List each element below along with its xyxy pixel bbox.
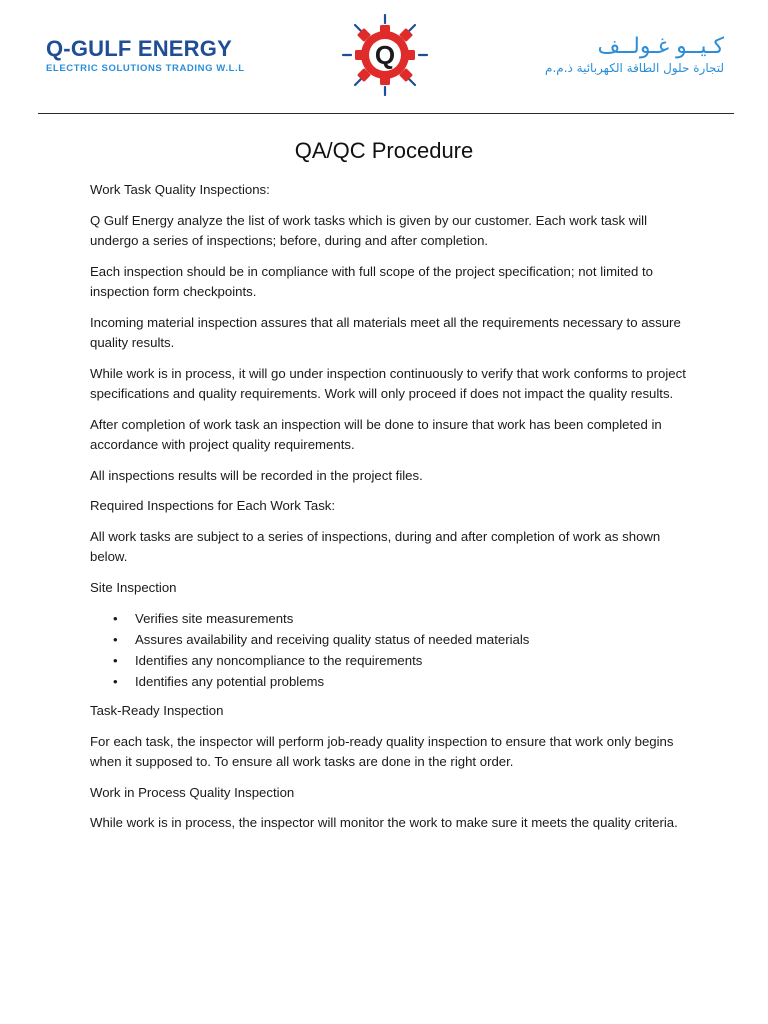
header-divider — [38, 113, 734, 114]
list-item-text: Identifies any noncompliance to the requirements — [135, 653, 423, 668]
list-item — [113, 671, 690, 692]
paragraph-task-ready: For each task, the inspector will perform job-ready quality inspection to ensure that work only begins when it supposed to. To ensure all work tasks are done in the right order. — [90, 733, 674, 769]
paragraph-heading-work-task: Work Task Quality Inspections: — [90, 182, 270, 197]
bullet-icon: • — [113, 653, 118, 668]
paragraph-series: All work tasks are subject to a series of inspections, during and after completion of work as shown below. — [90, 528, 661, 564]
company-name-arabic: كـيــو غـولــف — [597, 34, 724, 59]
paragraph-incoming-material: Incoming material inspection assures that all materials meet all the requirements necessary to assure quality results. — [90, 314, 681, 350]
bullet-icon: • — [113, 611, 118, 626]
company-name-arabic-block — [545, 34, 724, 76]
company-name-english-block — [46, 36, 245, 74]
list-item-text: Identifies any potential problems — [135, 674, 325, 689]
site-inspection-list — [90, 608, 690, 692]
section-heading-site-inspection: Site Inspection — [90, 579, 177, 595]
bullet-icon: • — [113, 674, 118, 689]
list-item-text: Verifies site measurements — [135, 611, 294, 626]
list-item-text: Assures availability and receiving quality status of needed materials — [135, 632, 530, 647]
document-title: QA/QC Procedure — [294, 138, 474, 163]
company-subtitle-arabic: لتجارة حلول الطاقة الكهربائية ذ.م.م — [545, 61, 724, 75]
paragraph-heading-required: Required Inspections for Each Work Task: — [90, 498, 336, 513]
paragraph-compliance: Each inspection should be in compliance with full scope of the project specification; not limited to inspection form checkpoints. — [90, 263, 653, 299]
section-heading-task-ready: Task-Ready Inspection — [90, 703, 224, 718]
paragraph-work-in-process: While work is in process, the inspector will monitor the work to make sure it meets the quality criteria. — [90, 815, 678, 830]
logo-letter: Q — [374, 40, 396, 70]
letterhead — [0, 0, 768, 114]
section-heading-work-in-process: Work in Process Quality Inspection — [90, 784, 295, 800]
bullet-icon: • — [113, 632, 118, 647]
list-item — [113, 608, 690, 629]
list-item — [113, 650, 690, 671]
list-item — [113, 629, 690, 650]
paragraph-intro: Q Gulf Energy analyze the list of work tasks which is given by our customer. Each work task will undergo a series of inspections; before, during and after completion. — [90, 212, 648, 248]
company-logo — [337, 12, 433, 98]
company-name: Q-GULF ENERGY — [46, 36, 232, 61]
document-body — [90, 180, 690, 844]
paragraph-in-process: While work is in process, it will go under inspection continuously to verify that work conforms to project specifications and quality requirements. Work will only proceed if does not impact the quality results. — [90, 365, 686, 401]
paragraph-completion: After completion of work task an inspection will be done to insure that work has been completed in accordance with project quality requirements. — [90, 416, 662, 452]
company-subtitle: ELECTRIC SOLUTIONS TRADING W.L.L — [46, 63, 245, 74]
paragraph-records: All inspections results will be recorded in the project files. — [90, 467, 423, 483]
